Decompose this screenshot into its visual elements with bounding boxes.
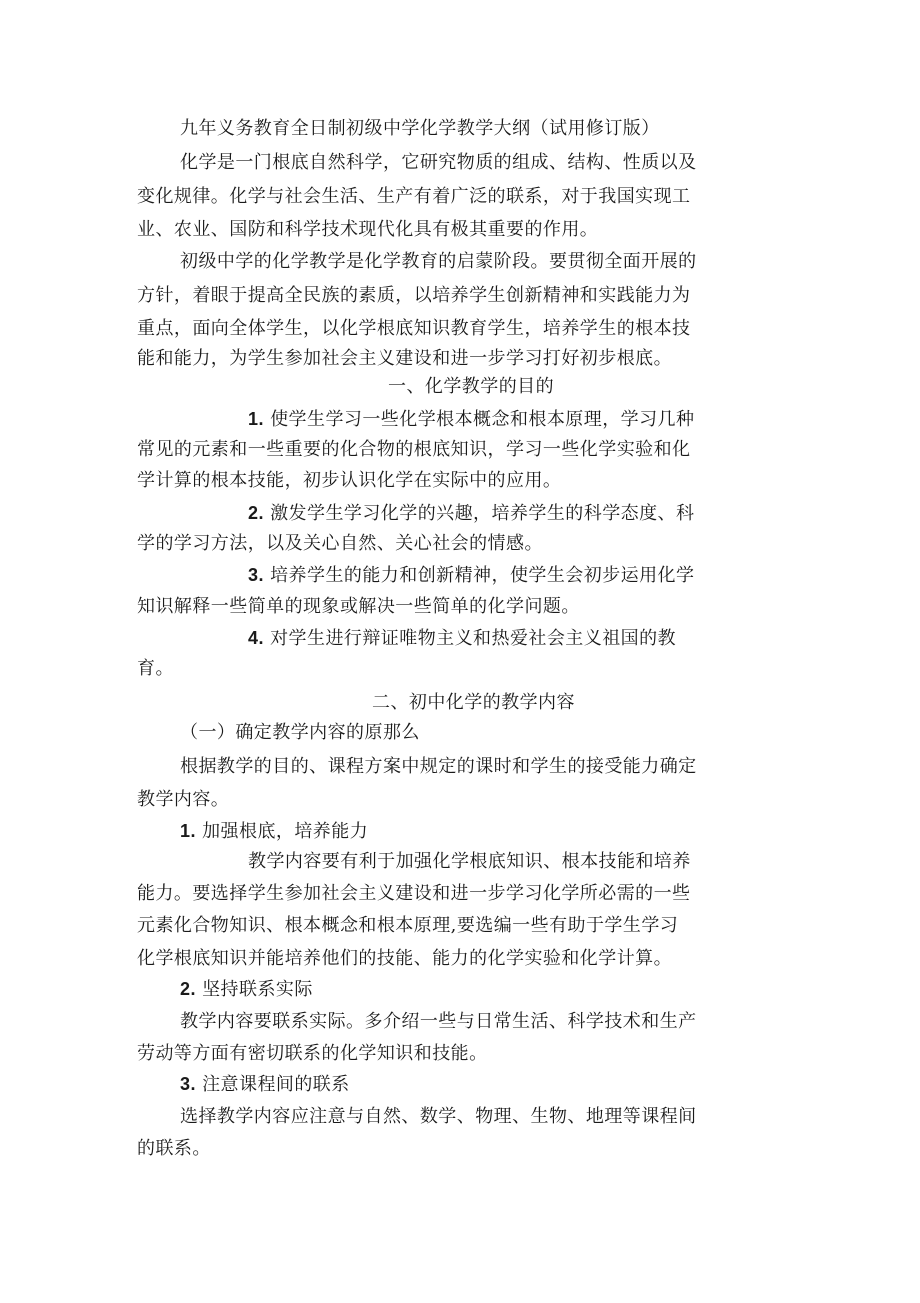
item-3-title: 注意课程间的联系: [202, 1074, 350, 1095]
item-1-line: 能力。要选择学生参加社会主义建设和进一步学习化学所必需的一些: [137, 883, 691, 904]
item-2-title: 坚持联系实际: [202, 979, 313, 1000]
item-3-heading: [180, 1067, 350, 1102]
item-3-line: 选择教学内容应注意与自然、数学、物理、生物、地理等课程间: [180, 1106, 697, 1127]
item-1-number: 1.: [180, 821, 196, 841]
item-1-title: 加强根底，培养能力: [202, 821, 369, 842]
goal-1-line: 常见的元素和一些重要的化合物的根底知识，学习一些化学实验和化: [137, 439, 691, 460]
intro-p2-line: 能和能力，为学生参加社会主义建设和进一步学习打好初步根底。: [137, 348, 673, 369]
goal-4-text: 对学生进行辩证唯物主义和热爱社会主义祖国的教: [270, 628, 676, 649]
item-1-line: 教学内容要有利于加强化学根底知识、根本技能和培养: [248, 851, 691, 872]
goal-4-line: 育。: [137, 658, 174, 679]
item-2-line: 教学内容要联系实际。多介绍一些与日常生活、科学技术和生产: [180, 1011, 697, 1032]
goal-1-number: 1.: [248, 409, 264, 429]
goal-2-text: 激发学生学习化学的兴趣，培养学生的科学态度、科: [270, 503, 695, 524]
goal-4-first-line: [248, 621, 676, 656]
subsection1-intro-line: 教学内容。: [137, 789, 230, 810]
section2-heading: 二、初中化学的教学内容: [372, 692, 575, 713]
item-2-number: 2.: [180, 979, 196, 999]
goal-2-first-line: [248, 496, 694, 531]
item-3-number: 3.: [180, 1074, 196, 1094]
goal-3-first-line: [248, 558, 694, 593]
goal-2-line: 学的学习方法，以及关心自然、关心社会的情感。: [137, 533, 543, 554]
goal-1-first-line: [248, 402, 694, 437]
intro-p2-line: 重点，面向全体学生，以化学根底知识教育学生，培养学生的根本技: [137, 318, 691, 339]
goal-2-number: 2.: [248, 503, 264, 523]
intro-p2-line: 初级中学的化学教学是化学教育的启蒙阶段。要贯彻全面开展的: [180, 251, 697, 272]
item-1-heading: [180, 814, 368, 849]
item-2-heading: [180, 972, 313, 1007]
section1-heading: 一、化学教学的目的: [388, 376, 555, 397]
item-1-line: 元素化合物知识、根本概念和根本原理,要选编一些有助于学生学习: [137, 915, 679, 936]
goal-1-text: 使学生学习一些化学根本概念和根本原理，学习几种: [270, 409, 695, 430]
intro-p1-line: 化学是一门根底自然科学，它研究物质的组成、结构、性质以及: [180, 152, 697, 173]
document-title: 九年义务教育全日制初级中学化学教学大纲（试用修订版）: [180, 118, 660, 139]
goal-3-number: 3.: [248, 565, 264, 585]
item-1-line: 化学根底知识并能培养他们的技能、能力的化学实验和化学计算。: [137, 948, 673, 969]
intro-p1-line: 变化规律。化学与社会生活、生产有着广泛的联系，对于我国实现工: [137, 186, 691, 207]
goal-1-line: 学计算的根本技能，初步认识化学在实际中的应用。: [137, 470, 562, 491]
intro-p1-line: 业、农业、国防和科学技术现代化具有极其重要的作用。: [137, 219, 599, 240]
subsection1-intro-line: 根据教学的目的、课程方案中规定的课时和学生的接受能力确定: [180, 756, 697, 777]
item-3-line: 的联系。: [137, 1138, 211, 1159]
intro-p2-line: 方针，着眼于提高全民族的素质，以培养学生创新精神和实践能力为: [137, 285, 691, 306]
goal-4-number: 4.: [248, 628, 264, 648]
item-2-line: 劳动等方面有密切联系的化学知识和技能。: [137, 1043, 488, 1064]
goal-3-line: 知识解释一些简单的现象或解决一些简单的化学问题。: [137, 596, 580, 617]
goal-3-text: 培养学生的能力和创新精神，使学生会初步运用化学: [270, 565, 695, 586]
subsection1-heading: （一）确定教学内容的原那么: [180, 722, 420, 743]
